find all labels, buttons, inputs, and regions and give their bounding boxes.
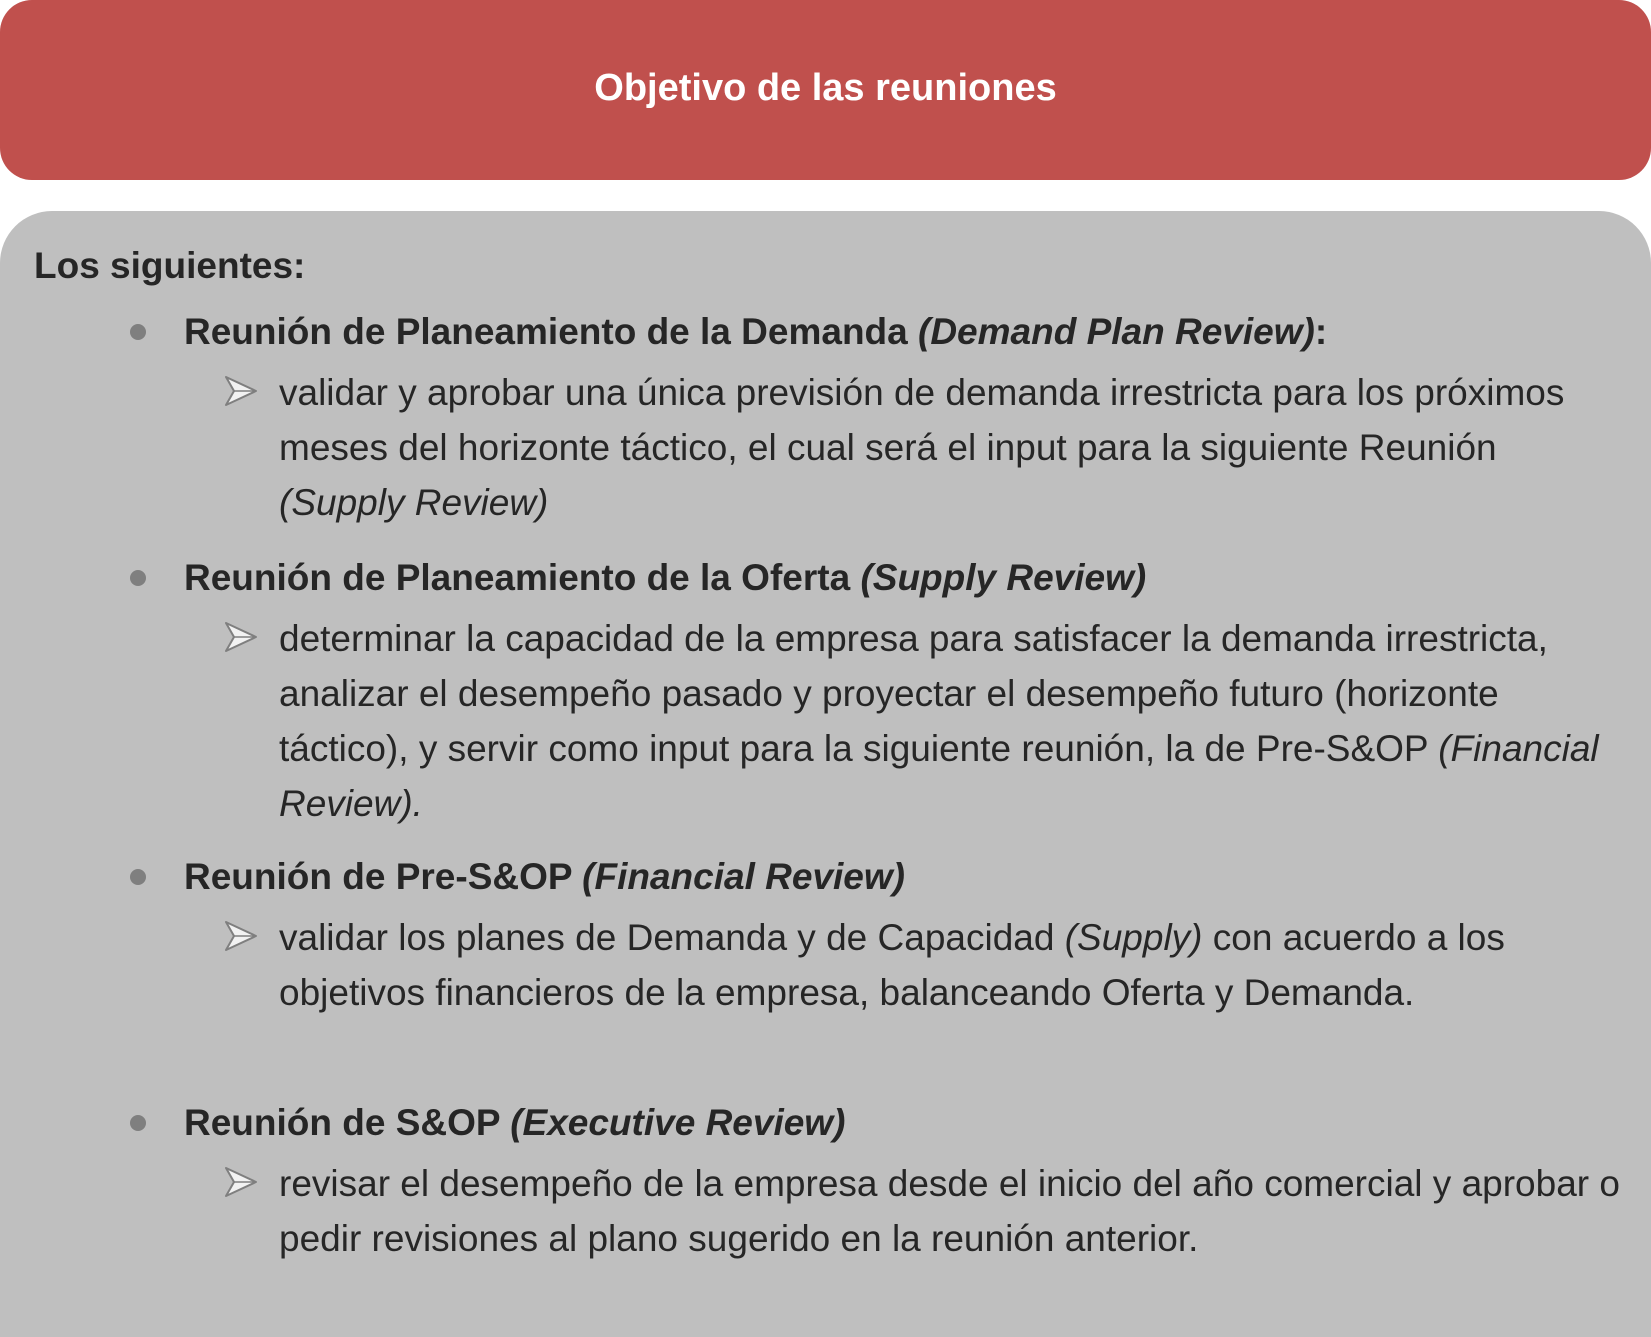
item-description: determinar la capacidad de la empresa para satisfacer la demanda irrestricta, analizar el desempeño pasado y proyectar el desempeño futuro (horizonte táctico), y servir como input para la siguiente reunión, la de Pre-S&OP (Financial Review).	[279, 618, 1599, 824]
bullet-dot-icon	[130, 570, 146, 586]
item-title: Reunión de Pre-S&OP (Financial Review)	[184, 856, 905, 897]
arrow-right-outline-icon	[224, 374, 258, 408]
item-title: Reunión de Planeamiento de la Demanda (Demand Plan Review):	[184, 311, 1328, 352]
bullet-dot-icon	[130, 1115, 146, 1131]
item-title: Reunión de S&OP (Executive Review)	[184, 1102, 846, 1143]
item-description: revisar el desempeño de la empresa desde el inicio del año comercial y aprobar o pedir revisiones al plano sugerido en la reunión anterior.	[279, 1163, 1620, 1259]
header-banner	[0, 0, 1651, 180]
arrow-right-outline-icon	[224, 919, 258, 953]
page-title: Objetivo de las reuniones	[594, 66, 1057, 109]
intro-text: Los siguientes:	[34, 245, 306, 286]
item-description: validar los planes de Demanda y de Capacidad (Supply) con acuerdo a los objetivos financieros de la empresa, balanceando Oferta y Demanda.	[279, 917, 1505, 1013]
item-description: validar y aprobar una única previsión de demanda irrestricta para los próximos meses del horizonte táctico, el cual será el input para la siguiente Reunión (Supply Review)	[279, 372, 1565, 523]
item-title: Reunión de Planeamiento de la Oferta (Supply Review)	[184, 557, 1147, 598]
arrow-right-outline-icon	[224, 620, 258, 654]
bullet-dot-icon	[130, 869, 146, 885]
arrow-right-outline-icon	[224, 1165, 258, 1199]
bullet-dot-icon	[130, 324, 146, 340]
